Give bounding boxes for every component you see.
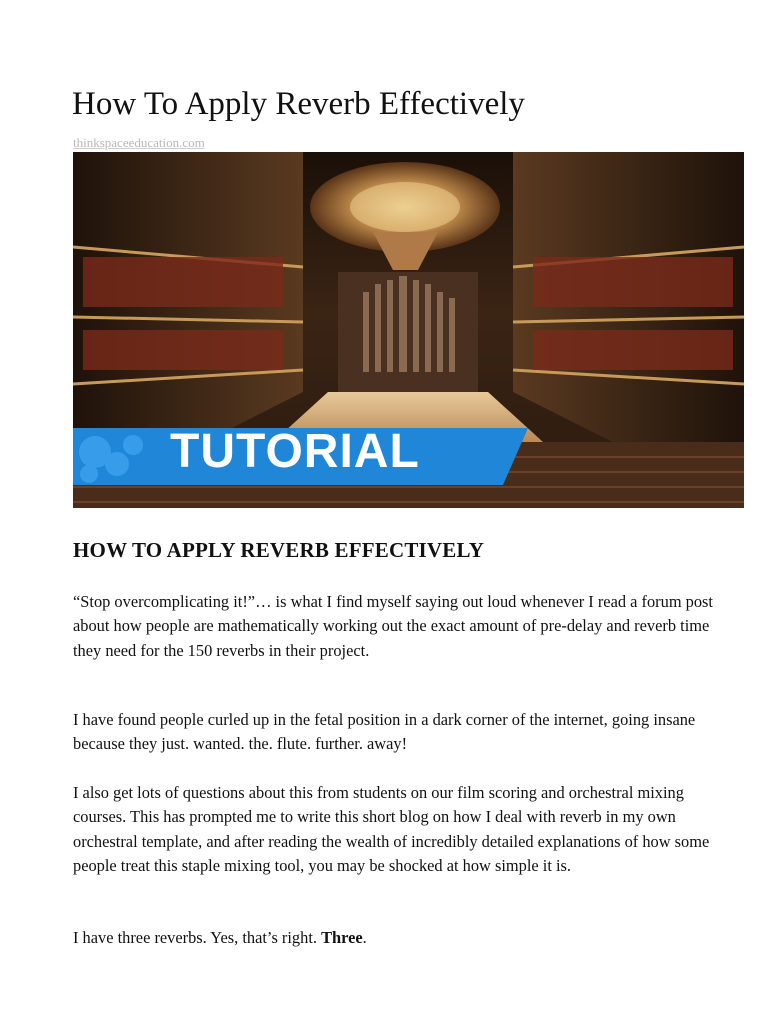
paragraph-4-bold: Three [321, 928, 363, 947]
paragraph-4-prefix: I have three reverbs. Yes, that’s right. [73, 928, 322, 947]
hero-image [73, 152, 744, 508]
tutorial-banner-label: TUTORIAL [170, 425, 420, 478]
source-link[interactable]: thinkspaceeducation.com [73, 135, 205, 150]
page-title: How To Apply Reverb Effectively [72, 86, 525, 122]
article-heading: HOW TO APPLY REVERB EFFECTIVELY [73, 538, 485, 562]
paragraph-1: “Stop overcomplicating it!”… is what I find myself saying out loud whenever I read a forum post about how people are mathematically working out the exact amount of pre-delay and reverb time they need for the 150 reverbs in their project. [73, 592, 713, 660]
paragraph-4 [73, 926, 713, 950]
paragraph-3: I also get lots of questions about this from students on our film scoring and orchestral mixing courses. This has prompted me to write this short blog on how I deal with reverb in my own orchestral template, and after reading the wealth of incredibly detailed explanations of how some people treat this staple mixing tool, you may be shocked at how simple it is. [73, 783, 710, 875]
paragraph-4-suffix: . [362, 928, 367, 947]
paragraph-2: I have found people curled up in the fetal position in a dark corner of the internet, going insane because they just. wanted. the. flute. further. away! [73, 710, 696, 754]
